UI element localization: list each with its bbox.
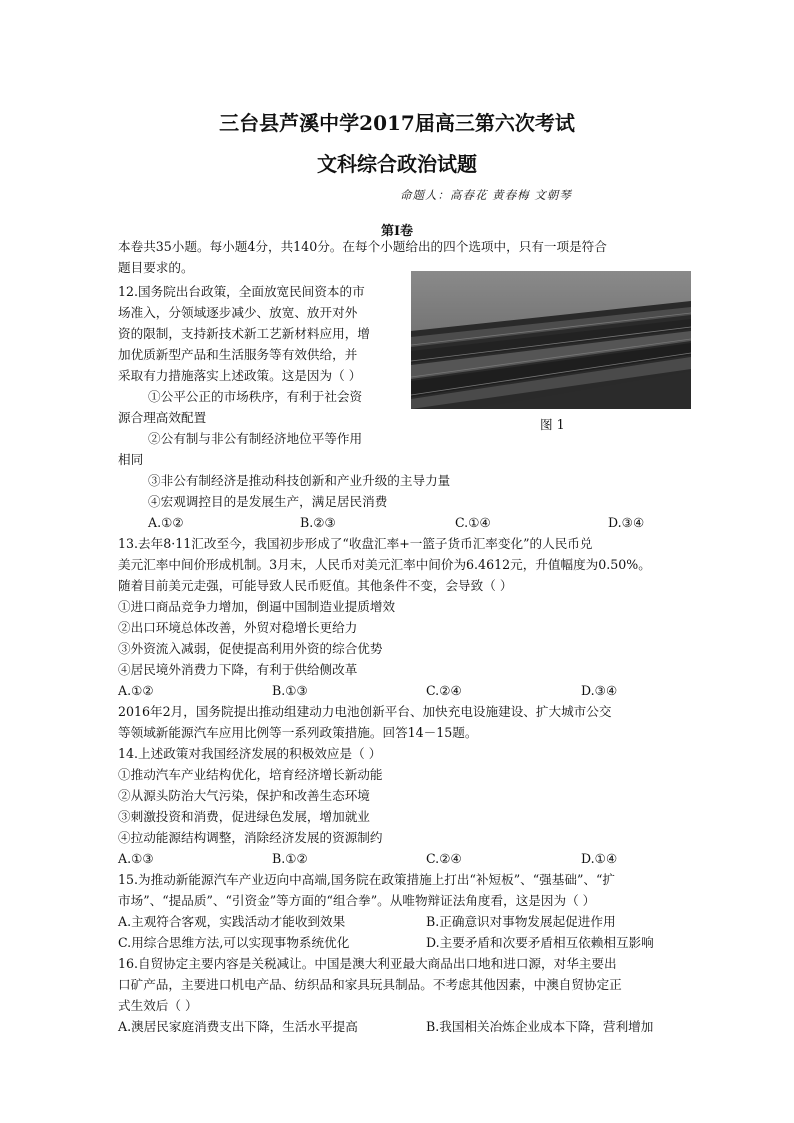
instructions-line-2: 题目要求的。 — [118, 260, 194, 275]
q14-statement-1: ①推动汽车产业结构优化，培育经济增长新动能 — [118, 767, 383, 782]
q15-option-b[interactable]: B.正确意识对事物发展起促进作用 — [426, 914, 616, 929]
q16-option-b[interactable]: B.我国相关冶炼企业成本下降，营利增加 — [426, 1019, 654, 1034]
instructions-line-1: 本卷共35小题。每小题4分，共140分。在每个小题给出的四个选项中，只有一项是符合 — [118, 239, 607, 254]
q14-option-b[interactable]: B.①② — [272, 851, 308, 866]
q15-option-c[interactable]: C.用综合思维方法,可以实现事物系统优化 — [118, 935, 350, 950]
q12-statement-3: ③非公有制经济是推动科技创新和产业升级的主导力量 — [148, 473, 451, 488]
q14-statement-2: ②从源头防治大气污染，保护和改善生态环境 — [118, 788, 370, 803]
q12-stem-2: 场准入，分领域逐步减少、放宽、放开对外 — [118, 305, 358, 320]
exam-title: 三台县芦溪中学2017届高三第六次考试 — [219, 111, 575, 135]
q12-option-c[interactable]: C.①④ — [455, 515, 491, 530]
q12-stem-4: 加优质新型产品和生活服务等有效供给，并 — [118, 347, 358, 362]
authors-line: 命题人：高春花 黄春梅 文朝琴 — [400, 188, 572, 202]
q14-statement-4: ④拉动能源结构调整，消除经济发展的资源制约 — [118, 830, 383, 845]
q12-statement-1b: 源合理高效配置 — [118, 410, 207, 425]
q13-stem-2: 美元汇率中间价形成机制。3月末，人民币对美元汇率中间价为6.4612元，升值幅度为0.50%。 — [118, 557, 651, 572]
q13-option-c[interactable]: C.②④ — [426, 683, 462, 698]
q14-stem: 14.上述政策对我国经济发展的积极效应是（ ） — [118, 746, 382, 761]
q12-stem-1: 12.国务院出台政策，全面放宽民间资本的市 — [118, 284, 365, 299]
q14-option-c[interactable]: C.②④ — [426, 851, 462, 866]
q13-statement-2: ②出口环境总体改善，外贸对稳增长更给力 — [118, 620, 358, 635]
q12-statement-2b: 相同 — [118, 452, 144, 467]
q15-stem-1: 15.为推动新能源汽车产业迈向中高端,国务院在政策措施上打出“补短板”、“强基础”、“扩 — [118, 872, 616, 887]
greenhouse-photo — [411, 271, 691, 409]
q12-stem-5: 采取有力措施落实上述政策。这是因为（ ） — [118, 368, 362, 383]
q12-option-b[interactable]: B.②③ — [300, 515, 336, 530]
volume-heading: 第Ⅰ卷 — [380, 224, 414, 239]
q13-option-b[interactable]: B.①③ — [272, 683, 308, 698]
q12-option-a[interactable]: A.①② — [148, 515, 184, 530]
q12-statement-1a: ①公平公正的市场秩序，有利于社会资 — [148, 389, 363, 404]
q14-statement-3: ③刺激投资和消费，促进绿色发展，增加就业 — [118, 809, 370, 824]
q16-stem-2: 口矿产品，主要进口机电产品、纺织品和家具玩具制品。不考虑其他因素，中澳自贸协定正 — [118, 977, 622, 992]
q12-option-d[interactable]: D.③④ — [608, 515, 645, 530]
q13-statement-4: ④居民境外消费力下降，有利于供给侧改革 — [118, 662, 358, 677]
q12-stem-3: 资的限制，支持新技术新工艺新材料应用，增 — [118, 326, 370, 341]
q13-statement-1: ①进口商品竞争力增加，倒逼中国制造业提质增效 — [118, 599, 396, 614]
q15-option-a[interactable]: A.主观符合客观，实践活动才能收到效果 — [118, 914, 346, 929]
q15-stem-2: 市场”、“提品质”、“引资金”等方面的“组合拳”。从唯物辩证法角度看，这是因为（ ） — [118, 893, 596, 908]
q12-statement-4: ④宏观调控目的是发展生产，满足居民消费 — [148, 494, 388, 509]
intro-14-line-1: 2016年2月，国务院提出推动组建动力电池创新平台、加快充电设施建设、扩大城市公交 — [118, 704, 612, 719]
q13-option-a[interactable]: A.①② — [118, 683, 154, 698]
figure-caption: 图 1 — [540, 417, 565, 432]
q12-statement-2a: ②公有制与非公有制经济地位平等作用 — [148, 431, 363, 446]
q16-stem-1: 16.自贸协定主要内容是关税减让。中国是澳大利亚最大商品出口地和进口源，对华主要出 — [118, 956, 617, 971]
q13-option-d[interactable]: D.③④ — [581, 683, 618, 698]
q13-stem-1: 13.去年8·11汇改至今，我国初步形成了“收盘汇率+一篮子货币汇率变化”的人民币兑 — [118, 536, 593, 551]
q13-statement-3: ③外资流入减弱，促使提高利用外资的综合优势 — [118, 641, 383, 656]
q16-stem-3: 式生效后（ ） — [118, 998, 198, 1013]
intro-14-line-2: 等领域新能源汽车应用比例等一系列政策措施。回答14－15题。 — [118, 725, 478, 740]
q13-stem-3: 随着目前美元走强，可能导致人民币贬值。其他条件不变，会导致（ ） — [118, 578, 513, 593]
exam-subtitle: 文科综合政治试题 — [317, 152, 477, 176]
q16-option-a[interactable]: A.澳居民家庭消费支出下降，生活水平提高 — [118, 1019, 358, 1034]
q14-option-d[interactable]: D.①④ — [581, 851, 618, 866]
q15-option-d[interactable]: D.主要矛盾和次要矛盾相互依赖相互影响 — [426, 935, 654, 950]
q14-option-a[interactable]: A.①③ — [118, 851, 154, 866]
